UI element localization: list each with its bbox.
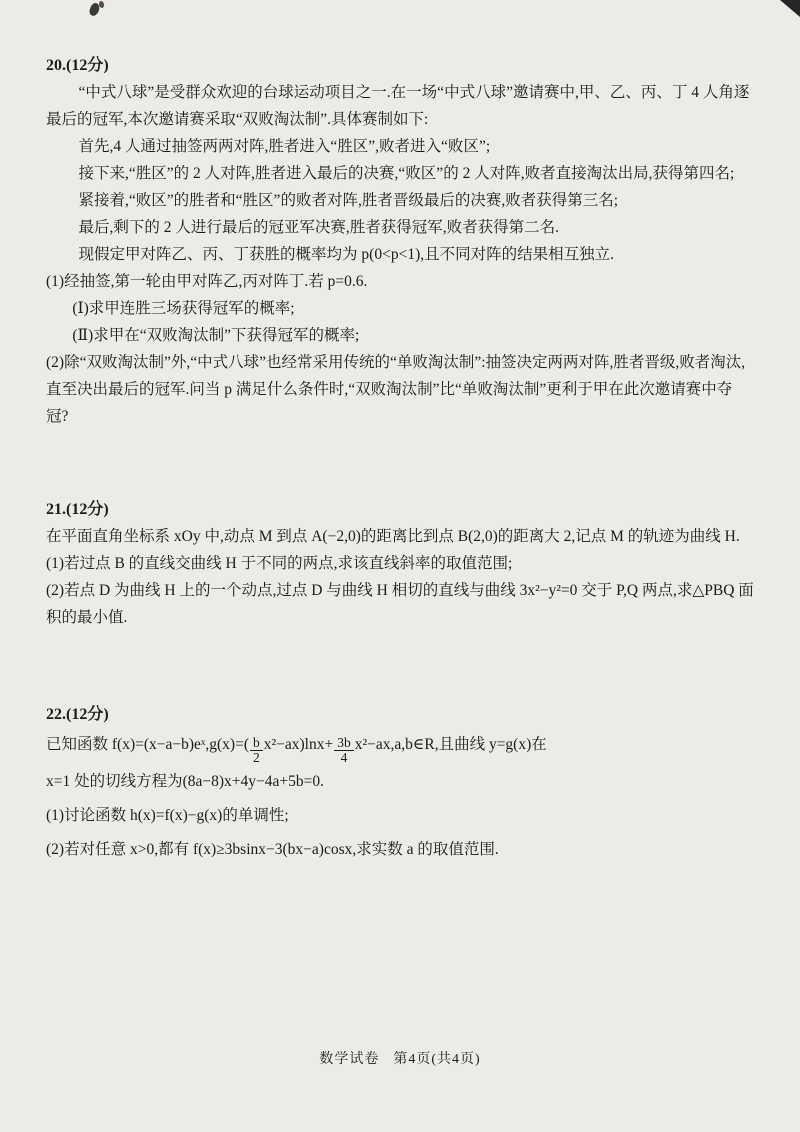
fraction-denominator: 2	[253, 749, 260, 765]
footer-exam-title: 数学试卷	[319, 1052, 380, 1067]
p20-question-2: (2)除“双败淘汰制”外,“中式八球”也经常采用传统的“单败淘汰制”:抽签决定两两对阵,胜者晋级,败者淘汰,直至决出最后的冠军.问当 p 满足什么条件时,“双败淘汰制”比“单败淘汰制”更利于甲在此次邀请赛中夺冠?	[46, 354, 746, 425]
problem-points: (12分)	[66, 57, 109, 74]
p22-intro-line-2: x=1 处的切线方程为(8a−8)x+4y−4a+5b=0.	[46, 772, 325, 790]
problem-points: (12分)	[66, 501, 109, 518]
problem-22	[46, 701, 754, 867]
p20-assumption: 现假定甲对阵乙、丙、丁获胜的概率均为 p(0<p<1),且不同对阵的结果相互独立.	[78, 246, 614, 263]
problem-number: 20.	[46, 57, 66, 74]
p21-question-1: (1)若过点 B 的直线交曲线 H 于不同的两点,求该直线斜率的取值范围;	[46, 555, 513, 572]
scan-artifact-corner-icon	[780, 0, 800, 17]
math-text: x²−ax,a,b∈R,且曲线 y=g(x)在	[354, 736, 547, 753]
page-footer	[0, 1046, 800, 1073]
problem-21	[46, 496, 754, 631]
problem-number: 21.	[46, 501, 66, 518]
problem-points: (12分)	[66, 706, 109, 723]
p22-question-2: (2)若对任意 x>0,都有 f(x)≥3bsinx−3(bx−a)cosx,求实数 a 的取值范围.	[46, 840, 499, 858]
problem-22-header	[46, 701, 754, 728]
problem-21-header	[46, 496, 754, 523]
p20-rule-3: 紧接着,“败区”的胜者和“胜区”的败者对阵,胜者晋级最后的决赛,败者获得第三名;	[78, 192, 618, 209]
p20-intro: “中式八球”是受群众欢迎的台球运动项目之一.在一场“中式八球”邀请赛中,甲、乙、丙、丁 4 人角逐最后的冠军,本次邀请赛采取“双败淘汰制”.具体赛制如下:	[46, 84, 750, 128]
fraction-3b-over-4	[334, 736, 354, 765]
fraction-b-over-2	[250, 736, 263, 765]
p22-question-1: (1)讨论函数 h(x)=f(x)−g(x)的单调性;	[46, 806, 289, 824]
math-text: 已知函数 f(x)=(x−a−b)eˣ,g(x)=(	[46, 736, 249, 753]
math-text: x²−ax)lnx+	[263, 736, 334, 753]
fraction-denominator: 4	[340, 749, 348, 765]
p21-question-2: (2)若点 D 为曲线 H 上的一个动点,过点 D 与曲线 H 相切的直线与曲线 3x²−y²=0 交于 P,Q 两点,求△PBQ 面积的最小值.	[46, 582, 754, 626]
p20-rule-1: 首先,4 人通过抽签两两对阵,胜者进入“胜区”,败者进入“败区”;	[78, 138, 491, 155]
p20-rule-2: 接下来,“胜区”的 2 人对阵,胜者进入最后的决赛,“败区”的 2 人对阵,败者直接淘汰出局,获得第四名;	[78, 165, 735, 182]
p21-intro: 在平面直角坐标系 xOy 中,动点 M 到点 A(−2,0)的距离比到点 B(2,0)的距离大 2,记点 M 的轨迹为曲线 H.	[46, 528, 740, 545]
problem-20-header	[46, 52, 754, 79]
fraction-numerator: 3b	[334, 736, 354, 751]
p20-rule-4: 最后,剩下的 2 人进行最后的冠亚军决赛,胜者获得冠军,败者获得第二名.	[78, 219, 560, 236]
p20-question-1: (1)经抽签,第一轮由甲对阵乙,丙对阵丁.若 p=0.6.	[46, 273, 368, 290]
problem-20	[46, 52, 754, 430]
fraction-numerator: b	[250, 736, 263, 751]
footer-page-number: 第4页(共4页)	[393, 1052, 481, 1067]
problem-number: 22.	[46, 706, 66, 723]
p20-question-1-ii: (Ⅱ)求甲在“双败淘汰制”下获得冠军的概率;	[72, 327, 360, 344]
p22-intro-line-1	[46, 728, 754, 765]
p20-question-1-i: (Ⅰ)求甲连胜三场获得冠军的概率;	[72, 300, 295, 317]
